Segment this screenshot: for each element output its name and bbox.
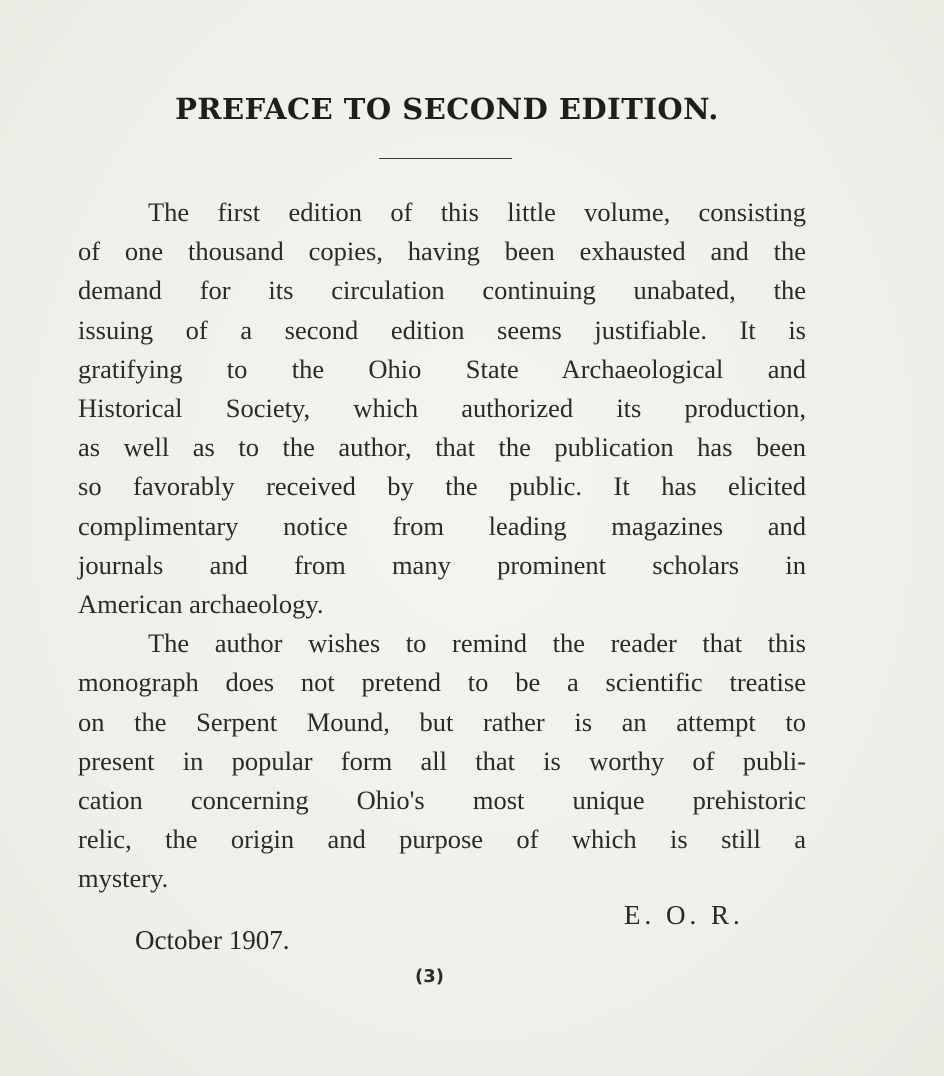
paragraph-line: gratifying to the Ohio State Archaeological and (78, 353, 806, 384)
paragraph-line: cation concerning Ohio's most unique prehistoric (78, 785, 806, 816)
paragraph-line: issuing of a second edition seems justifiable. It is (78, 314, 806, 345)
paragraph-2 (78, 624, 806, 898)
page-number: (3) (415, 966, 444, 987)
paragraph-line: so favorably received by the public. It has elicited (78, 471, 806, 502)
paragraph-line: American archaeology. (78, 589, 324, 620)
preface-date: October 1907. (135, 925, 290, 955)
paragraph-line: monograph does not pretend to be a scientific treatise (78, 667, 806, 698)
paragraph-line: complimentary notice from leading magazines and (78, 510, 806, 541)
paragraph-line: mystery. (78, 863, 169, 894)
paragraph-line: of one thousand copies, having been exhausted and the (78, 236, 806, 267)
paragraph-line: as well as to the author, that the publication has been (78, 432, 806, 463)
paragraph-line: The author wishes to remind the reader that this (148, 628, 806, 659)
paragraph-line: relic, the origin and purpose of which is still a (78, 824, 806, 855)
paragraph-line: on the Serpent Mound, but rather is an attempt to (78, 706, 806, 737)
paragraph-line: journals and from many prominent scholars in (78, 549, 806, 580)
paragraph-line: The first edition of this little volume, consisting (148, 197, 806, 227)
paragraph-line: Historical Society, which authorized its production, (78, 393, 806, 424)
paragraph-line: present in popular form all that is worthy of publi- (78, 745, 806, 776)
title-divider (379, 158, 512, 159)
paragraph-line: demand for its circulation continuing unabated, the (78, 275, 806, 306)
preface-body (78, 193, 806, 899)
paragraph-1 (78, 193, 806, 624)
author-initials: E. O. R. (624, 900, 744, 930)
page-title: PREFACE TO SECOND EDITION. (175, 92, 719, 126)
